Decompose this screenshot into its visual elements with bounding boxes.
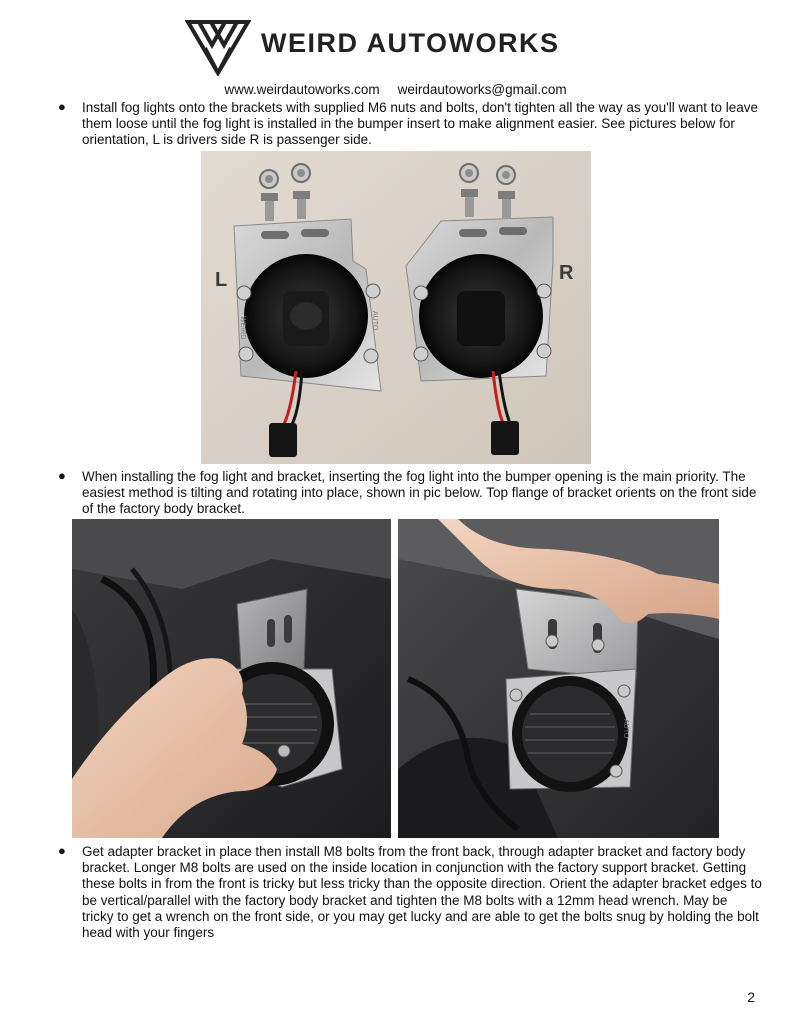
instruction-step-2 (58, 468, 762, 518)
instruction-step-1 (58, 99, 762, 149)
brand-name: WEIRD AUTOWORKS (261, 28, 560, 58)
bullet-icon: ● (58, 843, 66, 858)
label-left: L (215, 269, 228, 291)
logo-mark-icon (185, 18, 251, 76)
website-link[interactable]: www.weirdautoworks.com (224, 82, 380, 97)
email-link[interactable]: weirdautoworks@gmail.com (397, 82, 567, 97)
instruction-step-3 (58, 843, 762, 941)
contact-line (0, 82, 791, 97)
brand-logo (185, 18, 615, 78)
step-text: Get adapter bracket in place then install M8 bolts from the front back, through adapter bracket and factory body bracket. Longer M8 bolts are used on the inside location in conjunction with the factory support bracket. Getting these bolts in from the front is tricky but less tricky than the opposite direction. Orient the adapter bracket edges to be vertical/parallel with the factory body bracket and tighten the M8 bolts with a 12mm head wrench. May be tricky to get a wrench on the front side, or you may get lucky and are able to get the bolts snug by holding the bolt head with your fingers (82, 844, 762, 941)
photo-tilting-fog-light (72, 519, 391, 838)
step-text: Install fog lights onto the brackets with supplied M6 nuts and bolts, don't tighten all the way as you'll want to leave them loose until the fog light is installed in the bumper insert to make alignment easier. See pictures below for orientation, L is drivers side R is passenger side. (82, 100, 759, 148)
bracket-engraving-left: WEIRD (239, 316, 246, 340)
bracket-engraving-right: AUTO (371, 311, 378, 331)
bullet-icon: ● (58, 468, 66, 483)
photo-fog-light-in-place (398, 519, 719, 838)
label-right: R (559, 262, 574, 284)
bracket-engraving: AUTO (622, 719, 629, 739)
step-text: When installing the fog light and bracket, inserting the fog light into the bumper opening is the main priority. The easiest method is tilting and rotating into place, shown in pic below. Top flange of bracket orients on the front side of the factory body bracket. (82, 469, 757, 517)
bullet-icon: ● (58, 99, 66, 114)
photo-fog-lights-on-brackets (201, 151, 591, 464)
page-number: 2 (747, 989, 755, 1005)
